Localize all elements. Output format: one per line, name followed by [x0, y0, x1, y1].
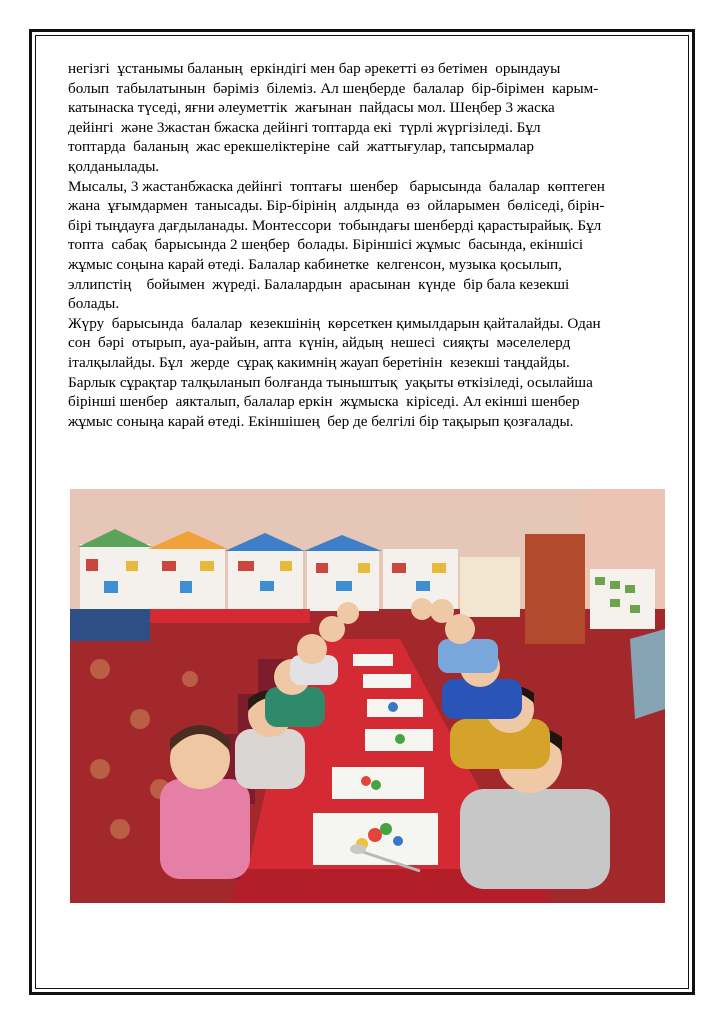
- text-line: Жүру барысында балалар кезекшінің көрсеткен қимылдарын қайталайды. Одан: [68, 314, 601, 332]
- text-line: бірі тыңдауға дағдыланады. Монтессори тобындағы шенберді қарастырайық. Бұл: [68, 216, 602, 234]
- body-text: [68, 59, 668, 431]
- text-line: бірінші шенбер аякталып, балалар еркін жұмыска кіріседі. Ал екінші шенбер: [68, 393, 580, 411]
- text-line: Барлык сұрақтар талқыланып болғанда тыныштық уақыты өткізіледі, осылайша: [68, 373, 593, 391]
- text-line: жұмыс соныңа карай өтеді. Екіншішең бер де белгілі бір тақырып қозғалады.: [68, 412, 574, 430]
- classroom-photo: [70, 489, 665, 903]
- text-line: болып табылатынын бәріміз білеміз. Ал шеңберде балалар бір-бірімен карым-: [68, 79, 599, 97]
- text-line: қолданылады.: [68, 157, 160, 175]
- text-line: жұмыс соңына карай өтеді. Балалар кабинетке келгенсон, музыка қосылып,: [68, 255, 562, 273]
- text-line: дейінгі және 3жастан бжаска дейінгі топтарда екі түрлі жүргізіледі. Бұл: [68, 118, 541, 136]
- text-line: катынаска түседі, яғни әлеуметтік жағынан пайдасы мол. Шеңбер 3 жаска: [68, 99, 555, 117]
- text-line: італқылайды. Бұл жерде сұрақ какимнің жауап беретінін кезекші таңдайды.: [68, 353, 570, 371]
- text-line: болады.: [68, 295, 120, 313]
- text-line: жана ұғымдармен танысады. Бір-бірінің алдында өз ойларымен бөліседі, бірін-: [68, 197, 605, 215]
- text-line: сон бәрі отырып, ауа-райын, апта күнін, айдың нешесі сияқты мәселелерд: [68, 334, 571, 352]
- text-line: эллипстің бойымен жүреді. Балалардын арасынан күнде бір бала кезекші: [68, 275, 570, 293]
- text-line: топтарда баланың жас ерекшеліктеріне сай жаттығулар, тапсырмалар: [68, 138, 534, 156]
- text-line: негізгі ұстанымы баланың еркіндігі мен бар әрекетті өз бетімен орындауы: [68, 60, 561, 77]
- text-line: Мысалы, 3 жастанбжаска дейінгі топтағы шенбер барысында балалар көптеген: [68, 177, 605, 195]
- text-line: топта сабақ барысында 2 шеңбер болады. Біріншісі жұмыс басында, екіншісі: [68, 236, 584, 254]
